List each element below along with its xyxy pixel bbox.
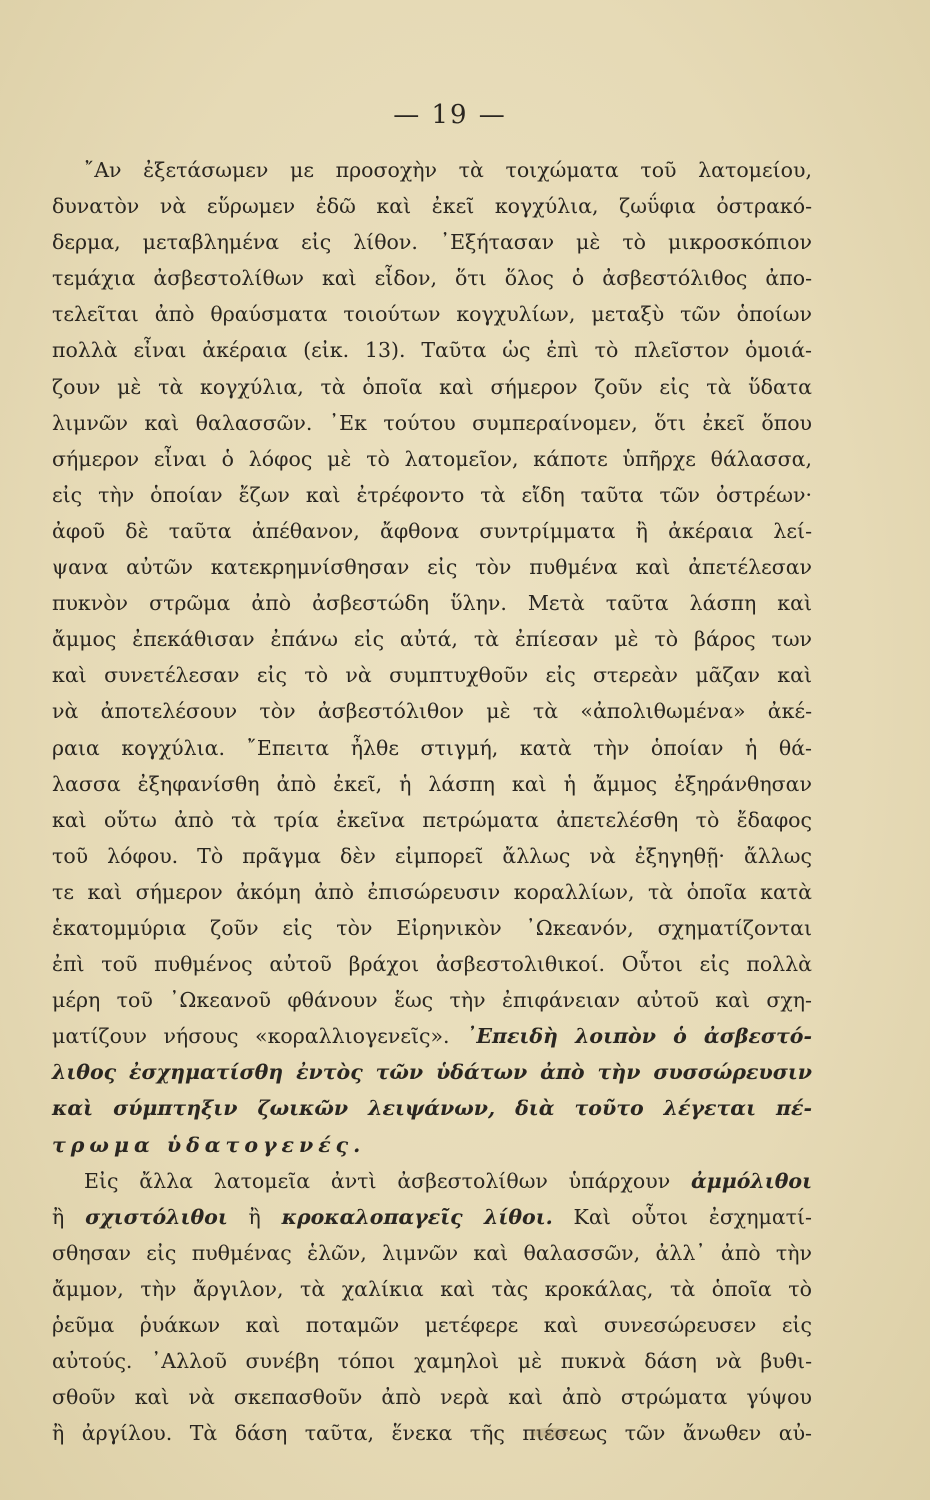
- text-line: [52, 1018, 812, 1054]
- text-line: [52, 1199, 812, 1235]
- bold-text-run: σχιστόλιθοι: [85, 1204, 228, 1229]
- text-run: ματίζουν νήσους «κοραλλιογενεῖς».: [52, 1024, 467, 1049]
- text-line: σθοῦν καὶ νὰ σκεπασθοῦν ἀπὸ νερὰ καὶ ἀπὸ στρώματα γύψου: [52, 1385, 812, 1410]
- text-line: ἄμμον, τὴν ἄργιλον, τὰ χαλίκια καὶ τὰς κροκάλας, τὰ ὁποῖα τὸ: [52, 1276, 812, 1301]
- text-line: σήμερον εἶναι ὁ λόφος μὲ τὸ λατομεῖον, κάποτε ὑπῆρχε θάλασσα,: [52, 446, 812, 471]
- text-line: τοῦ λόφου. Τὸ πρᾶγμα δὲν εἰμπορεῖ ἄλλως νὰ ἐξηγηθῇ· ἄλλως: [52, 843, 812, 868]
- text-line: λασσα ἐξηφανίσθη ἀπὸ ἐκεῖ, ἡ λάσπη καὶ ἡ ἄμμος ἐξηράνθησαν: [52, 771, 812, 796]
- text-line: αὐτούς. ᾿Αλλοῦ συνέβη τόποι χαμηλοὶ μὲ πυκνὰ δάση νὰ βυθι-: [52, 1349, 812, 1374]
- text-line: σθησαν εἰς πυθμένας ἑλῶν, λιμνῶν καὶ θαλασσῶν, ἀλλ᾿ ἀπὸ τὴν: [52, 1240, 812, 1265]
- text-line: τεμάχια ἀσβεστολίθων καὶ εἶδον, ὅτι ὅλος ὁ ἀσβεστόλιθος ἀπο-: [52, 266, 812, 291]
- text-line: ψανα αὐτῶν κατεκρημνίσθησαν εἰς τὸν πυθμένα καὶ ἀπετέλεσαν: [52, 555, 812, 580]
- text-line: πολλὰ εἶναι ἀκέραια (εἰκ. 13). Ταῦτα ὡς ἐπὶ τὸ πλεῖστον ὁμοιά-: [52, 338, 812, 363]
- text-line: [52, 1163, 812, 1199]
- text-line: ῥεῦμα ῥυάκων καὶ ποταμῶν μετέφερε καὶ συνεσώρευσεν εἰς: [52, 1313, 812, 1337]
- text-line: νὰ ἀποτελέσουν τὸν ἀσβεστόλιθον μὲ τὰ «ἀπολιθωμένα» ἀκέ-: [52, 699, 812, 724]
- paper-stain: [530, 1428, 570, 1438]
- text-run: Εἰς ἄλλα λατομεῖα ἀντὶ ἀσβεστολίθων ὑπάρχουν: [84, 1168, 691, 1193]
- text-line: μέρη τοῦ ᾿Ωκεανοῦ φθάνουν ἕως τὴν ἐπιφάνειαν αὐτοῦ καὶ σχη-: [52, 988, 812, 1013]
- text-line: δυνατὸν νὰ εὕρωμεν ἐδῶ καὶ ἐκεῖ κογχύλια, ζωΰφια ὀστρακό-: [52, 194, 812, 219]
- bold-text-line: τρωμα ὑδατογενές.: [52, 1132, 366, 1157]
- text-line: ραια κογχύλια. ῎Επειτα ἦλθε στιγμή, κατὰ τὴν ὁποίαν ἡ θά-: [52, 735, 812, 760]
- text-line: εἰς τὴν ὁποίαν ἔζων καὶ ἐτρέφοντο τὰ εἴδη ταῦτα τῶν ὀστρέων·: [52, 482, 812, 507]
- text-line: πυκνὸν στρῶμα ἀπὸ ἀσβεστώδη ὕλην. Μετὰ ταῦτα λάσπη καὶ: [52, 591, 812, 616]
- bold-text-line: καὶ σύμπτηξιν ζωικῶν λειψάνων, διὰ τοῦτο λέγεται πέ-: [52, 1096, 812, 1121]
- text-run: Καὶ οὗτοι ἐσχηματί-: [552, 1204, 812, 1229]
- text-line: ἄμμος ἐπεκάθισαν ἐπάνω εἰς αὐτά, τὰ ἐπίεσαν μὲ τὸ βάρος των: [52, 627, 812, 652]
- text-line: καὶ συνετέλεσαν εἰς τὸ νὰ συμπτυχθοῦν εἰς στερεὰν μᾶζαν καὶ: [52, 663, 812, 688]
- body-text: [52, 152, 812, 1451]
- text-line: ἑκατομμύρια ζοῦν εἰς τὸν Εἰρηνικὸν ᾿Ωκεανόν, σχηματίζονται: [52, 915, 812, 940]
- text-line: τε καὶ σήμερον ἀκόμη ἀπὸ ἐπισώρευσιν κοραλλίων, τὰ ὁποῖα κατὰ: [52, 879, 812, 904]
- bold-text-run: κροκαλοπαγεῖς λίθοι.: [281, 1204, 553, 1229]
- text-line: ζουν μὲ τὰ κογχύλια, τὰ ὁποῖα καὶ σήμερον ζοῦν εἰς τὰ ὕδατα: [52, 374, 812, 399]
- text-run: ἢ: [52, 1204, 86, 1229]
- text-line: τελεῖται ἀπὸ θραύσματα τοιούτων κογχυλίων, μεταξὺ τῶν ὁποίων: [52, 302, 812, 327]
- text-line: ἐπὶ τοῦ πυθμένος αὐτοῦ βράχοι ἀσβεστολιθικοί. Οὗτοι εἰς πολλὰ: [52, 952, 812, 977]
- text-line: δερμα, μεταβλημένα εἰς λίθον. ᾿Εξήτασαν μὲ τὸ μικροσκόπιον: [52, 230, 812, 255]
- text-line: ἀφοῦ δὲ ταῦτα ἀπέθανον, ἄφθονα συντρίμματα ἢ ἀκέραια λεί-: [52, 518, 812, 543]
- text-run: ἢ: [227, 1204, 282, 1229]
- page-number: — 19 —: [393, 100, 507, 130]
- bold-text-run: ᾿Επειδὴ λοιπὸν ὁ ἀσβεστό-: [466, 1024, 812, 1049]
- text-line: ἢ ἀργίλου. Τὰ δάση ταῦτα, ἕνεκα τῆς πιέσεως τῶν ἄνωθεν αὐ-: [52, 1421, 812, 1446]
- text-line: λιμνῶν καὶ θαλασσῶν. ᾿Εκ τούτου συμπεραίνομεν, ὅτι ἐκεῖ ὅπου: [52, 410, 812, 435]
- text-line: καὶ οὕτω ἀπὸ τὰ τρία ἐκεῖνα πετρώματα ἀπετελέσθη τὸ ἔδαφος: [52, 807, 812, 832]
- bold-text-line: λιθος ἐσχηματίσθη ἐντὸς τῶν ὑδάτων ἀπὸ τὴν συσσώρευσιν: [52, 1060, 812, 1085]
- text-line: ῎Αν ἐξετάσωμεν με προσοχὴν τὰ τοιχώματα τοῦ λατομείου,: [84, 158, 812, 182]
- bold-text-run: ἀμμόλιθοι: [690, 1168, 812, 1193]
